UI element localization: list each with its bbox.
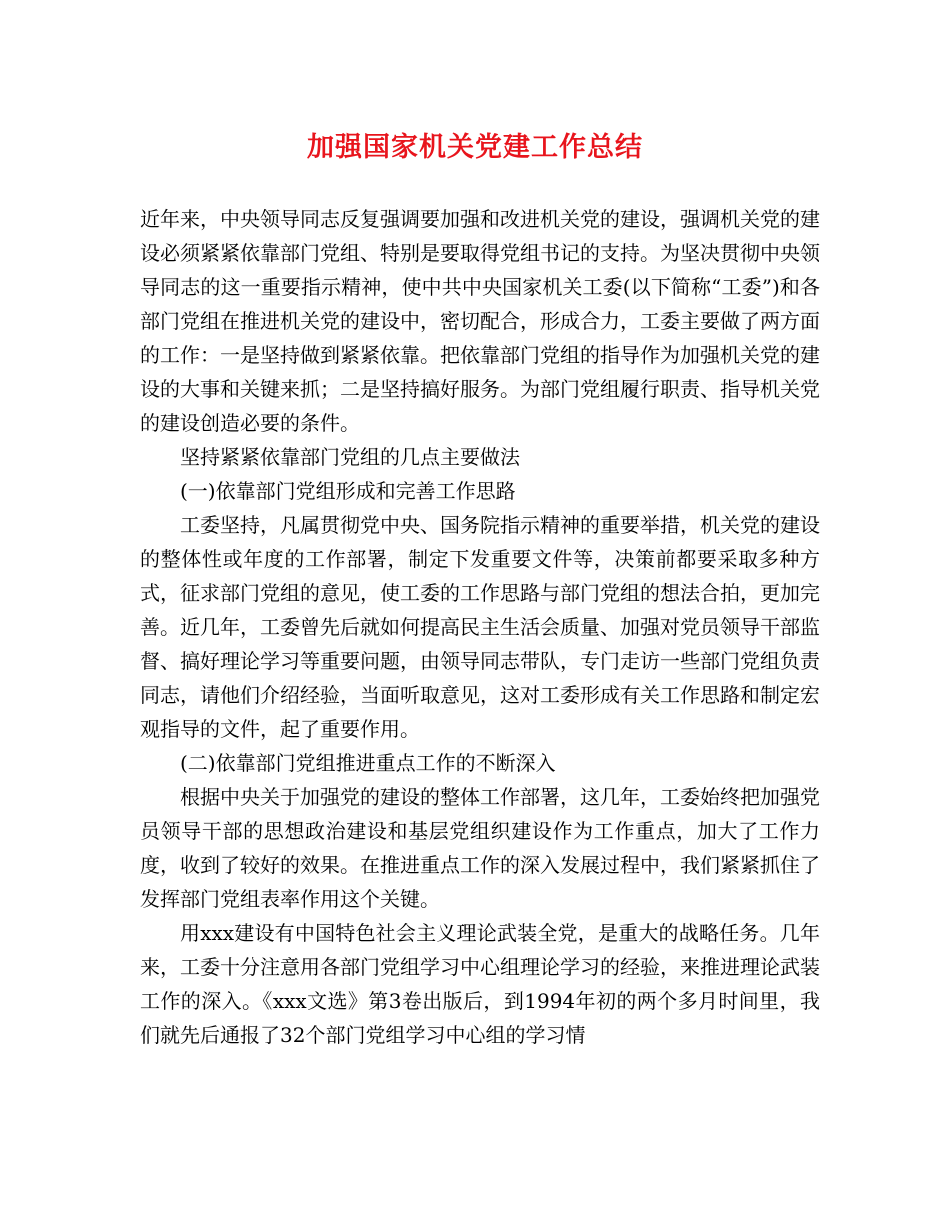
paragraph-key-work: 根据中央关于加强党的建设的整体工作部署，这几年，工委始终把加强党员领导干部的思想政治建设和基层党组织建设作为工作重点，加大了工作力度，收到了较好的效果。在推进重点工作的深入发展过程中，我们紧紧抓住了发挥部门党组表率作用这个关键。: [140, 785, 820, 911]
section-heading: 坚持紧紧依靠部门党组的几点主要做法: [180, 445, 520, 469]
paragraph-theory: 用xxx建设有中国特色社会主义理论武装全党，是重大的战略任务。几年来，工委十分注意用各部门党组学习中心组理论学习的经验，来推进理论武装工作的深入。《xxx文选》第3卷出版后，到1994年初的两个多月时间里，我们就先后通报了32个部门党组学习中心组的学习情: [140, 921, 820, 1047]
paragraph-thinking: 工委坚持，凡属贯彻党中央、国务院指示精神的重要举措，机关党的建设的整体性或年度的工作部署，制定下发重要文件等，决策前都要采取多种方式，征求部门党组的意见，使工委的工作思路与部门党组的想法合拍，更加完善。近几年，工委曾先后就如何提高民主生活会质量、加强对党员领导干部监督、搞好理论学习等重要问题，由领导同志带队，专门走访一些部门党组负责同志，请他们介绍经验，当面听取意见，这对工委形成有关工作思路和制定宏观指导的文件，起了重要作用。: [140, 513, 820, 741]
document-body: [140, 202, 820, 1052]
subsection-heading-1: (一)依靠部门党组形成和完善工作思路: [180, 479, 516, 503]
document-title: 加强国家机关党建工作总结: [307, 132, 643, 163]
paragraph-intro: 近年来，中央领导同志反复强调要加强和改进机关党的建设，强调机关党的建设必须紧紧依靠部门党组、特别是要取得党组书记的支持。为坚决贯彻中央领导同志的这一重要指示精神，使中共中央国家机关工委(以下简称“工委”)和各部门党组在推进机关党的建设中，密切配合，形成合力，工委主要做了两方面的工作：一是坚持做到紧紧依靠。把依靠部门党组的指导作为加强机关党的建设的大事和关键来抓；二是坚持搞好服务。为部门党组履行职责、指导机关党的建设创造必要的条件。: [140, 207, 820, 435]
subsection-heading-2: (二)依靠部门党组推进重点工作的不断深入: [180, 751, 556, 775]
